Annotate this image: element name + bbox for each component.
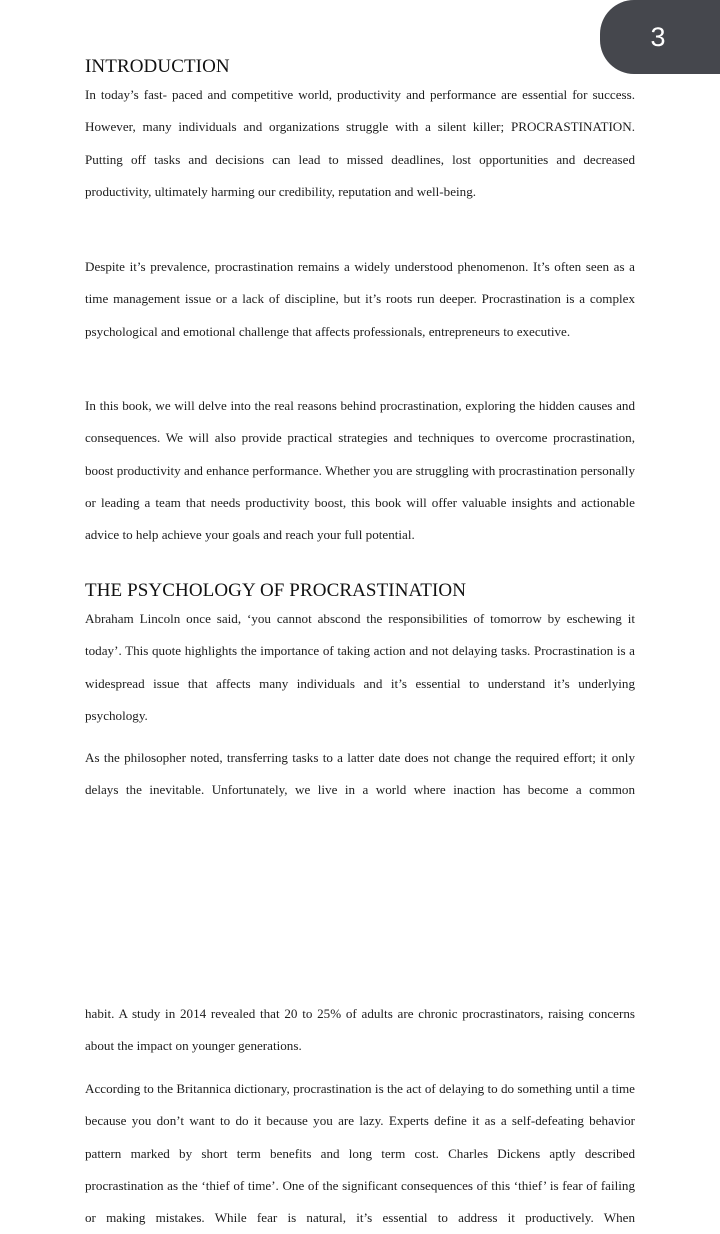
section-heading-introduction: INTRODUCTION xyxy=(85,56,230,77)
intro-paragraph-2: Despite it’s prevalence, procrastination remains a widely understood phenomenon. It’s often seen as a time management issue or a lack of discipline, but it’s roots run deeper. Procrastination is a complex psychological and emotional challenge that affects professionals, entrepreneurs to executive. xyxy=(85,259,635,339)
psychology-paragraph-2: As the philosopher noted, transferring tasks to a latter date does not change the required effort; it only delays the inevitable. Unfortunately, we live in a world where inaction has become a common xyxy=(85,750,635,798)
continued-paragraph-2: According to the Britannica dictionary, procrastination is the act of delaying to do something until a time because you don’t want to do it because you are lazy. Experts define it as a self-defeating behavior pattern marked by short term benefits and long term cost. Charles Dickens aptly described procrastination as the ‘thief of time’. One of the significant consequences of this ‘thief’ is fear of failing or making mistakes. While fear is natural, it’s essential to address it productively. When xyxy=(85,1081,635,1226)
page-number-badge xyxy=(600,0,720,74)
psychology-paragraph-1: Abraham Lincoln once said, ‘you cannot abscond the responsibilities of tomorrow by eschewing it today’. This quote highlights the importance of taking action and not delaying tasks. Procrastination is a widespread issue that affects many individuals and it’s essential to understand it’s underlying psychology. xyxy=(85,611,635,723)
page-number: 3 xyxy=(650,21,666,52)
intro-paragraph-3: In this book, we will delve into the real reasons behind procrastination, exploring the hidden causes and consequences. We will also provide practical strategies and techniques to overcome procrastination, boost productivity and enhance performance. Whether you are struggling with procrastination personally or leading a team that needs productivity boost, this book will offer valuable insights and actionable advice to help achieve your goals and reach your full potential. xyxy=(85,398,635,543)
continued-paragraph-1: habit. A study in 2014 revealed that 20 to 25% of adults are chronic procrastinators, raising concerns about the impact on younger generations. xyxy=(85,1006,635,1054)
intro-paragraph-1: In today’s fast- paced and competitive world, productivity and performance are essential for success. However, many individuals and organizations struggle with a silent killer; PROCRASTINATION. Putting off tasks and decisions can lead to missed deadlines, lost opportunities and decreased productivity, ultimately harming our credibility, reputation and well-being. xyxy=(85,87,635,199)
section-heading-psychology: THE PSYCHOLOGY OF PROCRASTINATION xyxy=(85,580,467,601)
